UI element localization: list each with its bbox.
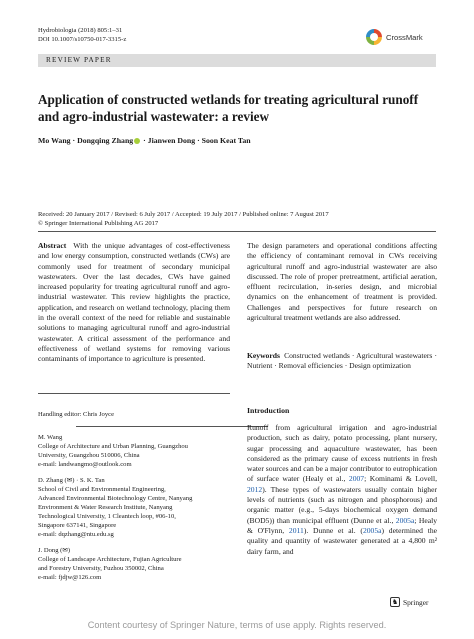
affiliation-item bbox=[38, 433, 230, 469]
affiliation-item bbox=[38, 476, 230, 539]
crossmark-button[interactable] bbox=[366, 29, 423, 45]
article-type-banner: REVIEW PAPER bbox=[38, 54, 436, 67]
crossmark-icon bbox=[366, 29, 382, 45]
handling-editor: Handling editor: Chris Joyce bbox=[38, 411, 114, 418]
keywords-text: Constructed wetlands · Agricultural wastewaters · Nutrient · Removal efficiencies · Design optimization bbox=[247, 351, 437, 371]
abstract-heading: Abstract bbox=[38, 241, 67, 250]
article-title: Application of constructed wetlands for treating agricultural runoff and agro-industrial wastewater: a review bbox=[38, 92, 419, 124]
affiliation-email[interactable]: e-mail: dqzhang@ntu.edu.sg bbox=[38, 531, 114, 538]
abstract-continued: The design parameters and operational conditions affecting the efficiency of contaminant removal in CWs receiving agricultural runoff and agro-industrial wastewater are also discussed. The role of proper pretreatment, artificial aeration, effluent recirculation, in-series design, and microbial dynamics on the enhancement of treatment is provided. Challenges and perspectives for future research on agricultural treatment wetlands are also addressed. bbox=[247, 241, 437, 323]
journal-doi: DOI 10.1007/s10750-017-3315-z bbox=[38, 36, 127, 43]
orcid-icon[interactable] bbox=[134, 138, 140, 144]
copyright-line: © Springer International Publishing AG 2017 bbox=[38, 220, 159, 227]
affiliation-item bbox=[38, 546, 230, 582]
affiliation-line: Environment & Water Research Institute, Nanyang bbox=[38, 504, 173, 511]
citation-link[interactable]: 2007 bbox=[348, 474, 365, 484]
intro-text-segment: ) determined the quality and quantity of wastewater generated at a 4,800 m² dairy farm, and bbox=[247, 525, 438, 556]
intro-text-segment: ; Healy & O'Flynn, bbox=[247, 515, 438, 535]
divider bbox=[38, 393, 230, 394]
citation-link[interactable]: 2005a bbox=[362, 525, 382, 535]
intro-text-segment: ). Dunne et al. ( bbox=[303, 525, 363, 535]
affiliation-email[interactable]: e-mail: fjdjw@126.com bbox=[38, 574, 102, 581]
introduction-heading: Introduction bbox=[247, 406, 290, 415]
affiliation-email[interactable]: e-mail: landwangmo@outlook.com bbox=[38, 461, 132, 468]
authors-part-2: · Jianwen Dong · Soon Keat Tan bbox=[141, 136, 251, 145]
introduction-text bbox=[247, 423, 437, 557]
abstract-text: With the unique advantages of cost-effectiveness and low energy consumption, constructed wetlands (CWs) are commonly used for treatment of secondary municipal wastewaters. Over the last decades, CWs have gained increased popularity for treating agricultural runoff and agro-industrial wastewater. This review highlights the practice, application, and research on wetland technology, placing them in the overall context of the need for reliable and sustainable solutions to managing agricultural runoff and agro-industrial wastewater. A critical assessment of the performance and effectiveness of wetland systems for removing various contaminants of importance to agriculture is presented. bbox=[38, 241, 231, 364]
keywords-heading: Keywords bbox=[247, 351, 280, 360]
affiliation-line: School of Civil and Environmental Engineering, bbox=[38, 486, 166, 493]
affiliation-name: M. Wang bbox=[38, 434, 63, 441]
affiliation-line: College of Architecture and Urban Planning, Guangzhou bbox=[38, 443, 188, 450]
citation-link[interactable]: 2005a bbox=[395, 515, 415, 525]
abstract-block bbox=[38, 241, 230, 365]
affiliation-line: Technological University, 1 Cleantech loop, #06-10, bbox=[38, 513, 176, 520]
citation-link[interactable]: 2011 bbox=[288, 525, 304, 535]
keywords-block bbox=[247, 351, 437, 372]
journal-info bbox=[38, 26, 126, 44]
crossmark-label: CrossMark bbox=[386, 32, 423, 42]
publisher-mark bbox=[390, 597, 428, 607]
publication-history bbox=[38, 210, 329, 228]
affiliation-line: Singapore 637141, Singapore bbox=[38, 522, 117, 529]
authors-part-1: Mo Wang · Dongqing Zhang bbox=[38, 136, 134, 145]
citation-link[interactable]: 2012 bbox=[247, 484, 263, 494]
affiliation-line: College of Landscape Architecture, Fujian Agriculture bbox=[38, 556, 182, 563]
affiliation-line: and Forestry University, Fuzhou 350002, China bbox=[38, 565, 164, 572]
footer-notice: Content courtesy of Springer Nature, terms of use apply. Rights reserved. bbox=[87, 620, 387, 630]
divider bbox=[38, 231, 436, 232]
affiliation-name: D. Zhang (✉) · S. K. Tan bbox=[38, 477, 105, 484]
affiliation-line: Advanced Environmental Biotechnology Centre, Nanyang bbox=[38, 495, 193, 502]
author-list bbox=[38, 136, 251, 145]
affiliation-line: University, Guangzhou 510006, China bbox=[38, 452, 140, 459]
divider bbox=[76, 426, 268, 427]
affiliation-name: J. Dong (✉) bbox=[38, 547, 71, 554]
journal-citation: Hydrobiologia (2018) 805:1–31 bbox=[38, 27, 123, 34]
affiliations bbox=[38, 410, 230, 589]
intro-text-segment: Runoff from agricultural irrigation and agro-industrial production, such as dairy, potato processing, plant nursery, sugar processing and aquaculture wastewater, has been considered as the primary cause of excess nutrients in fresh water sources and can be a major contributor to eutrophication of surface water (Healy et al., bbox=[247, 423, 437, 484]
springer-horse-icon: ♞ bbox=[391, 598, 399, 606]
intro-text-segment: ; Kominami & Lovell, bbox=[364, 474, 437, 484]
received-dates: Received: 20 January 2017 / Revised: 6 July 2017 / Accepted: 19 July 2017 / Published online: 7 August 2017 bbox=[38, 211, 329, 218]
publisher-label: Springer bbox=[403, 597, 429, 607]
intro-text-segment: ). These types of wastewaters usually contain higher levels of nutrients (such as nitrogen and phosphorous) and organic matter (e.g., 5-days biochemical oxygen demand (BOD5)) than municipal effluent (Dunne et al., bbox=[247, 484, 437, 525]
